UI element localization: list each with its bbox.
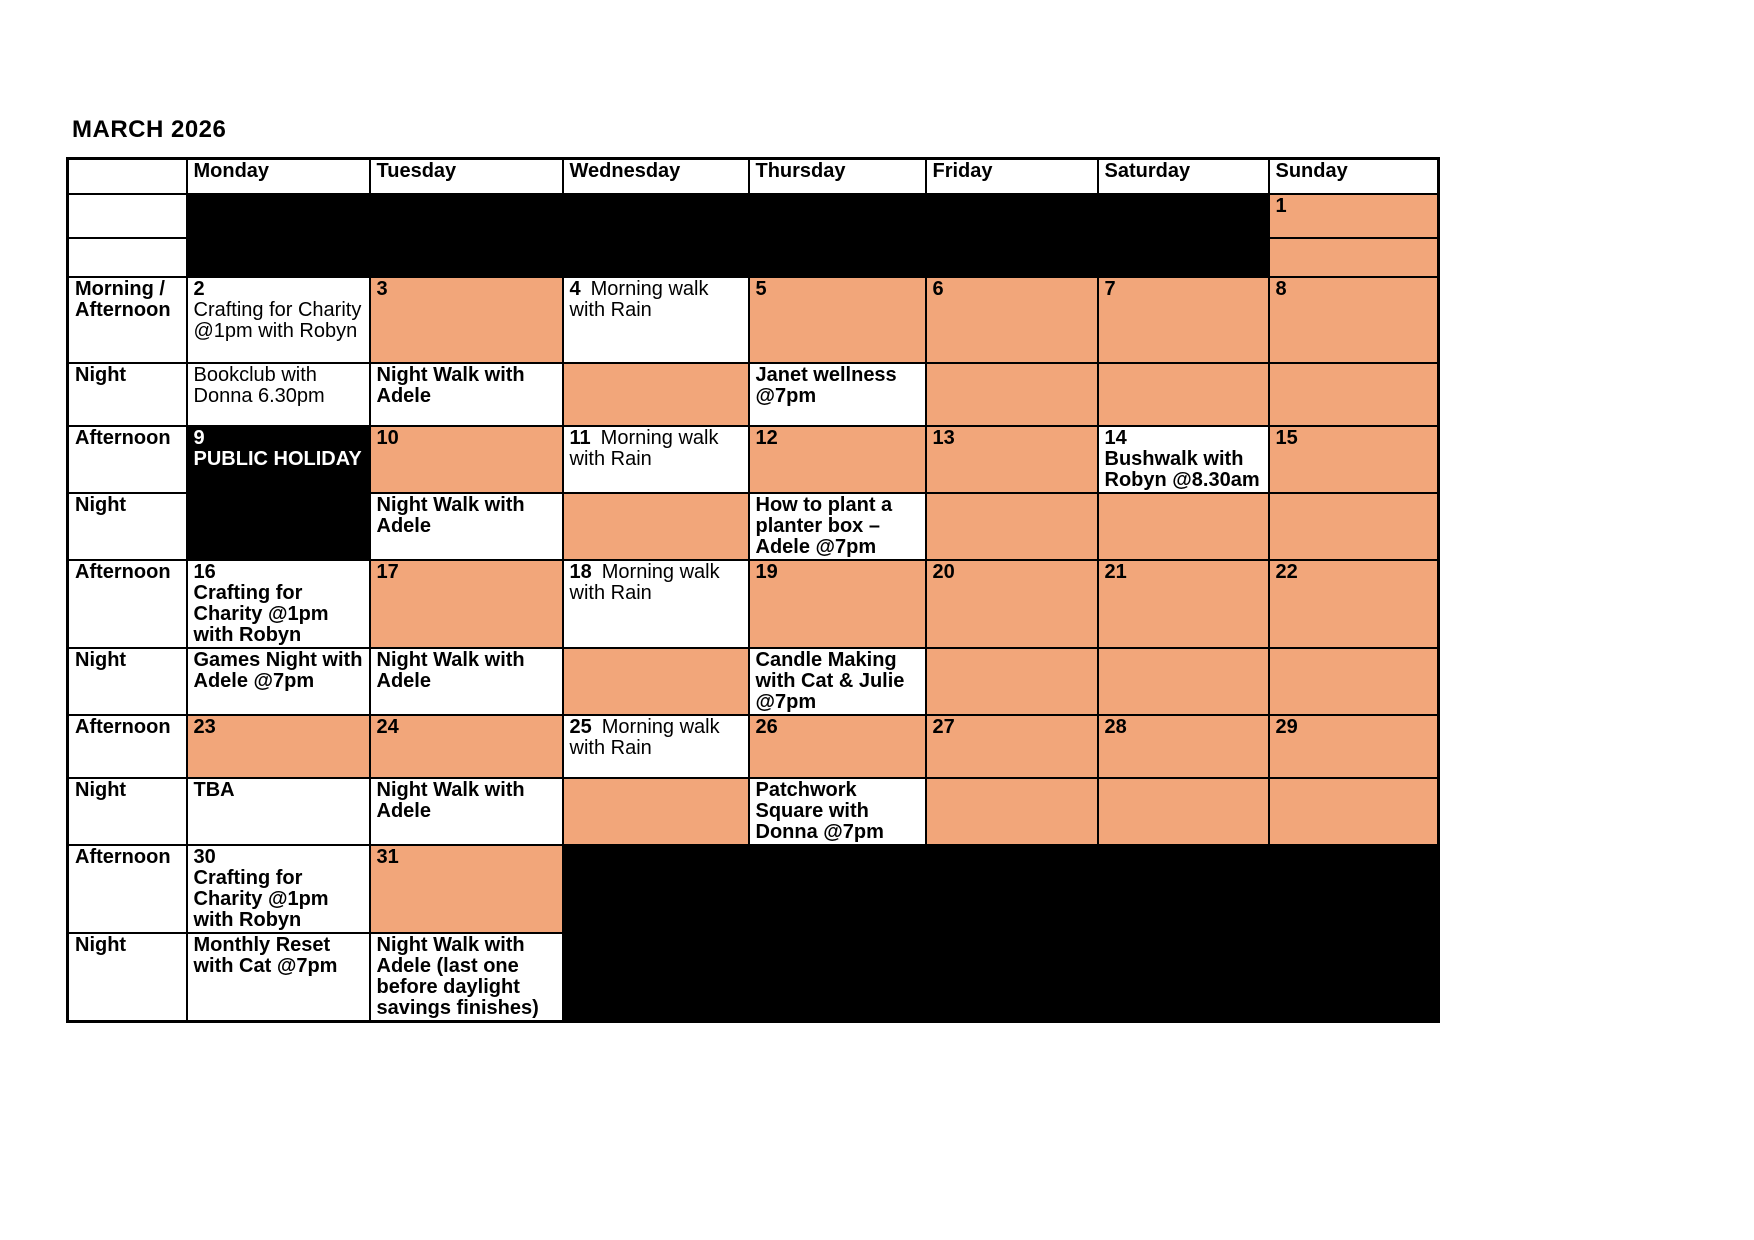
- time-slot-label: Night: [68, 933, 187, 1022]
- blocked-out-cell: [563, 845, 1439, 1022]
- time-slot-label: Morning / Afternoon: [68, 277, 187, 363]
- empty-day-cell: [1269, 778, 1439, 845]
- day-18-cell: [563, 560, 749, 648]
- day-17-cell: [370, 560, 563, 648]
- day-23-cell: [187, 715, 370, 778]
- day-15-cell: [1269, 426, 1439, 493]
- event-text: Morning walk with Rain: [569, 715, 720, 759]
- day-header-friday: Friday: [926, 159, 1098, 194]
- day-number: 3: [376, 277, 388, 300]
- event-text: Monthly Reset with Cat @7pm: [193, 933, 338, 977]
- empty-day-cell: [926, 778, 1098, 845]
- event-cell: [370, 778, 563, 845]
- day-number: 17: [376, 560, 399, 583]
- event-text: Candle Making with Cat & Julie @7pm: [755, 648, 905, 713]
- empty-day-cell: [563, 493, 749, 560]
- day-number: 1: [1275, 194, 1287, 217]
- day-25-cell: [563, 715, 749, 778]
- day-20-cell: [926, 560, 1098, 648]
- event-text: Night Walk with Adele: [376, 648, 525, 692]
- day-number: 29: [1275, 715, 1298, 738]
- calendar-row: [68, 426, 1439, 493]
- day-number: 24: [376, 715, 399, 738]
- day-number: 16: [193, 560, 216, 583]
- day-header-sunday: Sunday: [1269, 159, 1439, 194]
- day-31-cell: [370, 845, 563, 933]
- day-number: 14: [1104, 426, 1127, 449]
- empty-day-cell: [563, 363, 749, 426]
- event-text: Patchwork Square with Donna @7pm: [755, 778, 884, 843]
- day-number: 25: [569, 715, 592, 738]
- event-cell: [187, 363, 370, 426]
- empty-day-cell: [1269, 648, 1439, 715]
- event-text: Night Walk with Adele: [376, 493, 525, 537]
- day-number: 21: [1104, 560, 1127, 583]
- event-cell: [187, 648, 370, 715]
- calendar-row: [68, 560, 1439, 648]
- day-header-thursday: Thursday: [749, 159, 926, 194]
- calendar-row: [68, 194, 1439, 238]
- day-number: 31: [376, 845, 399, 868]
- time-slot-label: Afternoon: [68, 715, 187, 778]
- calendar-row: [68, 845, 1439, 933]
- blocked-out-cell: [187, 194, 1269, 277]
- event-text: Morning walk with Rain: [569, 277, 709, 321]
- time-slot-label-empty: [68, 238, 187, 277]
- time-slot-label: Night: [68, 778, 187, 845]
- event-text: Crafting for Charity @1pm with Robyn: [193, 298, 362, 342]
- event-text: Night Walk with Adele: [376, 363, 525, 407]
- day-3-cell: [370, 277, 563, 363]
- event-text: How to plant a planter box – Adele @7pm: [755, 493, 893, 558]
- time-slot-label: Afternoon: [68, 560, 187, 648]
- day-number: 28: [1104, 715, 1127, 738]
- day-number: 23: [193, 715, 216, 738]
- event-cell: [370, 648, 563, 715]
- event-cell: [749, 648, 926, 715]
- page-title: MARCH 2026: [72, 116, 227, 143]
- day-number: 30: [193, 845, 216, 868]
- event-cell: [370, 493, 563, 560]
- day-4-cell: [563, 277, 749, 363]
- event-text: Crafting for Charity @1pm with Robyn: [193, 866, 329, 931]
- day-header-monday: Monday: [187, 159, 370, 194]
- day-13-cell: [926, 426, 1098, 493]
- day-6-cell: [926, 277, 1098, 363]
- day-12-cell: [749, 426, 926, 493]
- empty-day-cell: [1098, 648, 1269, 715]
- calendar-row: [68, 778, 1439, 845]
- event-cell: [187, 933, 370, 1022]
- event-text: Games Night with Adele @7pm: [193, 648, 363, 692]
- day-number: 11: [569, 426, 591, 449]
- calendar-row: [68, 715, 1439, 778]
- empty-day-cell: [926, 648, 1098, 715]
- day-number: 10: [376, 426, 399, 449]
- event-text: Bushwalk with Robyn @8.30am: [1104, 447, 1260, 491]
- time-slot-label-empty: [68, 194, 187, 238]
- day-number: 19: [755, 560, 778, 583]
- time-slot-label: Night: [68, 363, 187, 426]
- time-slot-header: [68, 159, 187, 194]
- empty-day-cell: [1098, 493, 1269, 560]
- event-cell: [749, 778, 926, 845]
- event-text: Night Walk with Adele: [376, 778, 525, 822]
- day-header-saturday: Saturday: [1098, 159, 1269, 194]
- day-number: 18: [569, 560, 592, 583]
- day-header-wednesday: Wednesday: [563, 159, 749, 194]
- day-number: 12: [755, 426, 778, 449]
- day-14-cell: [1098, 426, 1269, 493]
- calendar-body: [68, 159, 1439, 1022]
- day-number: 22: [1275, 560, 1298, 583]
- day-number: 15: [1275, 426, 1298, 449]
- day-number: 5: [755, 277, 767, 300]
- day-number: 7: [1104, 277, 1116, 300]
- event-text: Night Walk with Adele (last one before daylight savings finishes): [376, 933, 539, 1019]
- empty-day-cell: [1098, 363, 1269, 426]
- event-text: TBA: [193, 778, 235, 801]
- day-10-cell: [370, 426, 563, 493]
- empty-day-cell: [1269, 238, 1439, 277]
- time-slot-label: Afternoon: [68, 426, 187, 493]
- empty-day-cell: [1098, 778, 1269, 845]
- event-cell: [749, 363, 926, 426]
- day-9-cell: [187, 426, 370, 560]
- day-28-cell: [1098, 715, 1269, 778]
- empty-day-cell: [563, 648, 749, 715]
- event-text: Crafting for Charity @1pm with Robyn: [193, 581, 329, 646]
- calendar-row: [68, 648, 1439, 715]
- event-text: Bookclub with Donna 6.30pm: [193, 363, 325, 407]
- event-text: Morning walk with Rain: [569, 426, 719, 470]
- day-number: 20: [932, 560, 955, 583]
- empty-day-cell: [1269, 493, 1439, 560]
- event-cell: [370, 933, 563, 1022]
- day-header-row: [68, 159, 1439, 194]
- event-text: Morning walk with Rain: [569, 560, 720, 604]
- empty-day-cell: [926, 363, 1098, 426]
- empty-day-cell: [926, 493, 1098, 560]
- day-26-cell: [749, 715, 926, 778]
- day-21-cell: [1098, 560, 1269, 648]
- day-number: 13: [932, 426, 955, 449]
- event-cell: [370, 363, 563, 426]
- time-slot-label: Night: [68, 648, 187, 715]
- empty-day-cell: [563, 778, 749, 845]
- event-text: Janet wellness @7pm: [755, 363, 897, 407]
- day-19-cell: [749, 560, 926, 648]
- day-number: 8: [1275, 277, 1287, 300]
- day-30-cell: [187, 845, 370, 933]
- day-24-cell: [370, 715, 563, 778]
- day-header-tuesday: Tuesday: [370, 159, 563, 194]
- day-number: 4: [569, 277, 581, 300]
- day-number: 2: [193, 277, 205, 300]
- time-slot-label: Afternoon: [68, 845, 187, 933]
- day-number: 26: [755, 715, 778, 738]
- calendar-row: [68, 363, 1439, 426]
- calendar-table: [66, 157, 1440, 1023]
- day-29-cell: [1269, 715, 1439, 778]
- day-1-cell: [1269, 194, 1439, 238]
- day-8-cell: [1269, 277, 1439, 363]
- calendar-row: [68, 277, 1439, 363]
- day-11-cell: [563, 426, 749, 493]
- day-5-cell: [749, 277, 926, 363]
- event-text: PUBLIC HOLIDAY: [193, 447, 362, 470]
- day-number: 6: [932, 277, 944, 300]
- time-slot-label: Night: [68, 493, 187, 560]
- event-cell: [187, 778, 370, 845]
- empty-day-cell: [1269, 363, 1439, 426]
- day-7-cell: [1098, 277, 1269, 363]
- day-27-cell: [926, 715, 1098, 778]
- day-16-cell: [187, 560, 370, 648]
- day-2-cell: [187, 277, 370, 363]
- event-cell: [749, 493, 926, 560]
- day-22-cell: [1269, 560, 1439, 648]
- day-number: 27: [932, 715, 955, 738]
- day-number: 9: [193, 426, 205, 449]
